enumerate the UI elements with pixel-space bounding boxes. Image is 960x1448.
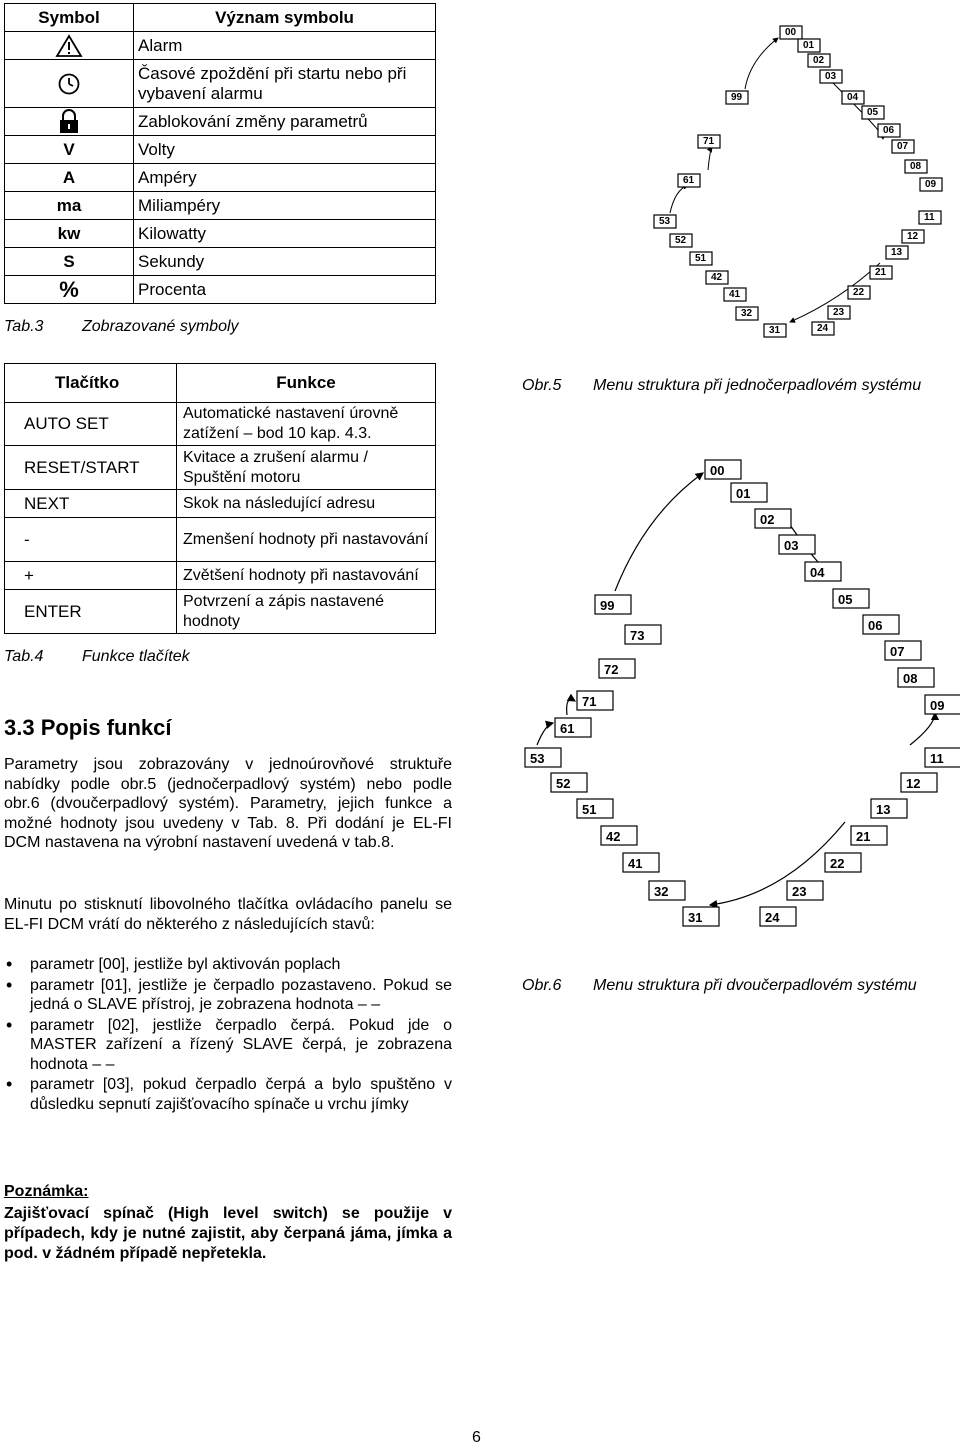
symbol-meaning: Miliampéry bbox=[134, 192, 436, 220]
menu-arrow bbox=[910, 713, 935, 745]
menu-box-label: 23 bbox=[792, 884, 807, 899]
caption-label: Tab.4 bbox=[4, 648, 44, 665]
menu-box-label: 42 bbox=[606, 829, 621, 844]
fig6-caption: Menu struktura při dvoučerpadlovém systému bbox=[593, 977, 917, 994]
menu-box-label: 32 bbox=[741, 308, 753, 319]
menu-box-label: 53 bbox=[530, 751, 545, 766]
menu-box-label: 11 bbox=[924, 212, 935, 223]
menu-box-label: 02 bbox=[813, 55, 825, 66]
button-function: Skok na následující adresu bbox=[177, 490, 436, 518]
menu-box-label: 03 bbox=[825, 71, 837, 82]
tab4-caption bbox=[4, 648, 190, 666]
table-row bbox=[5, 220, 436, 248]
table-row bbox=[5, 136, 436, 164]
menu-box-label: 07 bbox=[890, 644, 905, 659]
note-text: Zajišťovací spínač (High level switch) se použije v případech, kdy je nutné zajistit, aby čerpaná jáma, jímka a pod. v žádném případě nepřetekla. bbox=[4, 1205, 452, 1262]
menu-box-label: 73 bbox=[630, 628, 645, 643]
menu-box-label: 71 bbox=[582, 694, 597, 709]
symbol-meaning: Alarm bbox=[134, 32, 436, 60]
menu-arrow bbox=[708, 147, 712, 170]
page-number: 6 bbox=[472, 1429, 481, 1446]
menu-box-label: 42 bbox=[711, 272, 723, 283]
table-row bbox=[5, 490, 436, 518]
menu-box-label: 08 bbox=[910, 161, 922, 172]
paragraph: Parametry jsou zobrazovány v jednoúrovňové struktuře nabídky podle obr.5 (jednočerpadlový systém) nebo podle obr.6 (dvoučerpadlový systém). Parametry, jejich funkce a možné hodnoty jsou uvedeny v Tab. 8. Při dodání je EL-FI DCM nastavena na výrobní nastavení uvedená v tab.8. bbox=[4, 756, 452, 851]
table-row bbox=[5, 248, 436, 276]
menu-box-label: 21 bbox=[856, 829, 871, 844]
menu-box-label: 11 bbox=[930, 751, 944, 766]
menu-box-label: 53 bbox=[659, 216, 671, 227]
menu-box-label: 04 bbox=[810, 565, 825, 580]
menu-box-label: 01 bbox=[803, 40, 815, 51]
paragraph: Minutu po stisknutí libovolného tlačítka ovládacího panelu se EL-FI DCM vrátí do některého z následujících stavů: bbox=[4, 896, 452, 933]
menu-box-label: 51 bbox=[582, 802, 597, 817]
button-function: Zmenšení hodnoty při nastavování bbox=[177, 518, 436, 562]
section-heading: 3.3 Popis funkcí bbox=[4, 715, 172, 740]
table-row bbox=[5, 403, 436, 446]
menu-box-label: 32 bbox=[654, 884, 669, 899]
button-name: + bbox=[5, 562, 177, 590]
menu-box-label: 23 bbox=[833, 307, 845, 318]
menu-box-label: 03 bbox=[784, 538, 799, 553]
button-function: Automatické nastavení úrovně zatížení – bod 10 kap. 4.3. bbox=[177, 403, 436, 446]
buttons-table bbox=[4, 363, 436, 634]
caption-text: Funkce tlačítek bbox=[82, 648, 190, 665]
caption-text: Zobrazované symboly bbox=[82, 318, 239, 335]
menu-arrow bbox=[615, 473, 703, 591]
list-item: • parametr [03], pokud čerpadlo čerpá a bylo spuštěno v důsledku sepnutí zajišťovacího spínače u vrchu jímky bbox=[4, 1075, 452, 1114]
menu-box-label: 41 bbox=[729, 289, 741, 300]
button-name: ENTER bbox=[5, 590, 177, 634]
menu-box-label: 05 bbox=[867, 107, 879, 118]
menu-box-label: 00 bbox=[710, 463, 725, 478]
menu-box-label: 31 bbox=[688, 910, 703, 925]
button-column-header: Tlačítko bbox=[5, 364, 177, 403]
symbol-column-header: Symbol bbox=[5, 4, 134, 32]
menu-box-label: 24 bbox=[765, 910, 780, 925]
menu-box-label: 12 bbox=[906, 776, 921, 791]
symbol-meaning: Sekundy bbox=[134, 248, 436, 276]
menu-box-label: 07 bbox=[897, 141, 909, 152]
menu-box-label: 52 bbox=[675, 235, 687, 246]
menu-box-label: 04 bbox=[847, 92, 859, 103]
menu-box-label: 61 bbox=[683, 175, 695, 186]
symbol-meaning: Procenta bbox=[134, 276, 436, 304]
table-row bbox=[5, 276, 436, 304]
menu-box-label: 61 bbox=[560, 721, 575, 736]
list-item: • parametr [01], jestliže je čerpadlo pozastaveno. Pokud se jedná o SLAVE přístroj, je zobrazena hodnota – – bbox=[4, 976, 452, 1015]
menu-box-label: 71 bbox=[703, 136, 715, 147]
menu-arrow bbox=[670, 185, 688, 213]
menu-box-label: 12 bbox=[907, 231, 919, 242]
table-row bbox=[5, 590, 436, 634]
menu-box-label: 99 bbox=[600, 598, 615, 613]
symbol-cell: kw bbox=[5, 220, 134, 248]
button-name: AUTO SET bbox=[5, 403, 177, 446]
table-row bbox=[5, 32, 436, 60]
menu-box-label: 06 bbox=[883, 125, 895, 136]
symbols-table bbox=[4, 3, 436, 304]
symbol-cell: V bbox=[5, 136, 134, 164]
button-function: Potvrzení a zápis nastavené hodnoty bbox=[177, 590, 436, 634]
tab3-caption bbox=[4, 318, 239, 336]
menu-box-label: 41 bbox=[628, 856, 643, 871]
state-list bbox=[4, 955, 452, 1115]
menu-box-label: 08 bbox=[903, 671, 918, 686]
symbol-meaning: Časové zpoždění při startu nebo při vybavení alarmu bbox=[134, 60, 436, 108]
symbol-meaning: Volty bbox=[134, 136, 436, 164]
menu-arrow bbox=[567, 700, 575, 715]
menu-box-label: 05 bbox=[838, 592, 853, 607]
menu-box-label: 09 bbox=[930, 698, 945, 713]
menu-arrow bbox=[537, 723, 553, 745]
symbol-cell: S bbox=[5, 248, 134, 276]
table-row bbox=[5, 562, 436, 590]
menu-box-label: 01 bbox=[736, 486, 751, 501]
button-function: Kvitace a zrušení alarmu / Spuštění motoru bbox=[177, 446, 436, 490]
table-row bbox=[5, 192, 436, 220]
function-column-header: Funkce bbox=[177, 364, 436, 403]
table-row bbox=[5, 518, 436, 562]
table-row bbox=[5, 60, 436, 108]
menu-box-label: 13 bbox=[876, 802, 891, 817]
fig6-label: Obr.6 bbox=[522, 977, 562, 994]
menu-box-label: 22 bbox=[830, 856, 845, 871]
menu-box-label: 51 bbox=[695, 253, 707, 264]
fig5-label: Obr.5 bbox=[522, 377, 562, 394]
symbol-cell: A bbox=[5, 164, 134, 192]
button-name: - bbox=[5, 518, 177, 562]
menu-diagram-dual-pump bbox=[505, 455, 960, 945]
alarm-triangle-icon bbox=[55, 34, 83, 58]
button-name: NEXT bbox=[5, 490, 177, 518]
fig5-caption: Menu struktura při jednočerpadlovém systému bbox=[593, 377, 922, 394]
menu-box-label: 21 bbox=[875, 267, 887, 278]
symbol-meaning: Ampéry bbox=[134, 164, 436, 192]
symbol-meaning: Kilowatty bbox=[134, 220, 436, 248]
caption-label: Tab.3 bbox=[4, 318, 44, 335]
meaning-column-header: Význam symbolu bbox=[134, 4, 436, 32]
symbol-meaning: Zablokování změny parametrů bbox=[134, 108, 436, 136]
menu-box-label: 06 bbox=[868, 618, 883, 633]
menu-arrow bbox=[745, 38, 778, 89]
menu-diagram-single-pump bbox=[640, 20, 960, 340]
button-function: Zvětšení hodnoty při nastavování bbox=[177, 562, 436, 590]
table-row bbox=[5, 164, 436, 192]
clock-icon bbox=[57, 72, 81, 96]
table-row bbox=[5, 108, 436, 136]
symbol-cell: ma bbox=[5, 192, 134, 220]
menu-box-label: 24 bbox=[817, 323, 829, 334]
menu-box-label: 99 bbox=[731, 92, 743, 103]
menu-box-label: 31 bbox=[769, 325, 781, 336]
list-item: • parametr [00], jestliže byl aktivován poplach bbox=[4, 955, 452, 975]
padlock-icon bbox=[58, 109, 80, 135]
button-name: RESET/START bbox=[5, 446, 177, 490]
menu-box-label: 02 bbox=[760, 512, 775, 527]
menu-box-label: 09 bbox=[925, 179, 937, 190]
menu-box-label: 52 bbox=[556, 776, 571, 791]
symbol-cell: % bbox=[5, 276, 134, 304]
menu-box-label: 22 bbox=[853, 287, 865, 298]
menu-box-label: 13 bbox=[891, 247, 903, 258]
note-heading: Poznámka: bbox=[4, 1183, 89, 1200]
list-item: • parametr [02], jestliže čerpadlo čerpá. Pokud jde o MASTER zařízení a řízený SLAVE čerpá, je zobrazena hodnota – – bbox=[4, 1016, 452, 1075]
menu-box-label: 72 bbox=[604, 662, 619, 677]
menu-box-label: 00 bbox=[785, 27, 797, 38]
table-row bbox=[5, 446, 436, 490]
